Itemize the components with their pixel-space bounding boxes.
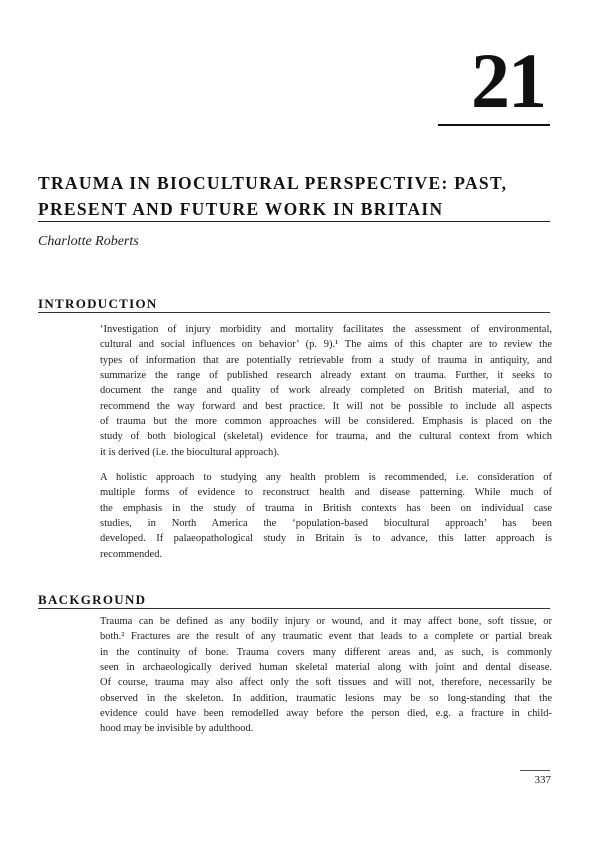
text-line: both.² Fractures are the result of any traumatic event that leads to a complete or partial break <box>100 631 552 643</box>
author-name: Charlotte Roberts <box>38 234 139 249</box>
text-line: in the continuity of bone. Trauma covers many different areas and, as such, is commonly <box>100 646 552 658</box>
text-line: multiple forms of evidence to reconstruct health and disease patterning. While much of <box>100 487 552 499</box>
text-line: document the range and quality of work already completed on British material, and to <box>100 385 552 397</box>
text-line: recommended. <box>100 548 163 560</box>
text-line: A holistic approach to studying any health problem is recommended, i.e. consideration of <box>100 472 552 483</box>
chapter-title-line: TRAUMA IN BIOCULTURAL PERSPECTIVE: PAST, <box>38 173 508 193</box>
text-line: Of course, trauma may also affect only the soft tissues and will not, therefore, necessarily be <box>100 677 552 689</box>
text-line: studies, in North America the ‘population-based biocultural approach’ has been <box>100 518 552 530</box>
text-line: the emphasis in the study of trauma in British contexts has been on individual case <box>100 502 552 514</box>
text-line: evidence could have been remodelled away before the person died, e.g. a fracture in child- <box>100 708 552 720</box>
chapter-title-line: PRESENT AND FUTURE WORK IN BRITAIN <box>38 199 444 219</box>
title-rule <box>38 221 550 222</box>
text-line: study of both biological (skeletal) evidence for trauma, and the cultural context from which <box>100 431 552 443</box>
section-heading-rule <box>38 608 550 609</box>
text-line: of trauma but the more common approaches will be considered. Emphasis is placed on the <box>100 416 552 428</box>
paragraph <box>100 322 552 460</box>
text-line: seen in archaeologically derived human skeletal material along with joint and dental disease. <box>100 662 552 674</box>
text-line: developed. If palaeopathological study in Britain is to advance, this latter approach is <box>100 533 552 545</box>
text-line: Trauma can be defined as any bodily injury or wound, and it may affect bone, soft tissue, or <box>100 616 552 627</box>
chapter-number: 21 <box>471 37 545 124</box>
text-line: hood may be invisible by adulthood. <box>100 723 254 735</box>
chapter-number-rule <box>438 124 550 126</box>
page-number-rule <box>520 770 550 771</box>
paragraph <box>100 470 552 562</box>
text-line: observed in the skeleton. In addition, traumatic lesions may be so long-standing that the <box>100 692 552 704</box>
text-line: ‘Investigation of injury morbidity and mortality facilitates the assessment of environmental, <box>100 324 552 335</box>
section-heading-introduction: INTRODUCTION <box>38 296 158 311</box>
text-line: it is derived (i.e. the biocultural approach). <box>100 446 280 458</box>
text-line: summarize the range of published research already extant on trauma. Further, it seeks to <box>100 370 552 382</box>
section-heading-rule <box>38 312 550 313</box>
text-line: recommend the way forward and best practice. It will not be possible to include all aspects <box>100 400 552 412</box>
section-heading-background: BACKGROUND <box>38 592 147 607</box>
paragraph <box>100 614 552 737</box>
page-number: 337 <box>534 774 551 786</box>
text-line: types of information that are potentially retrievable from a study of trauma in antiquity, and <box>100 354 552 366</box>
text-line: cultural and social influences on behavior’ (p. 9).¹ The aims of this chapter are to review the <box>100 339 552 351</box>
chapter-title <box>38 170 558 222</box>
